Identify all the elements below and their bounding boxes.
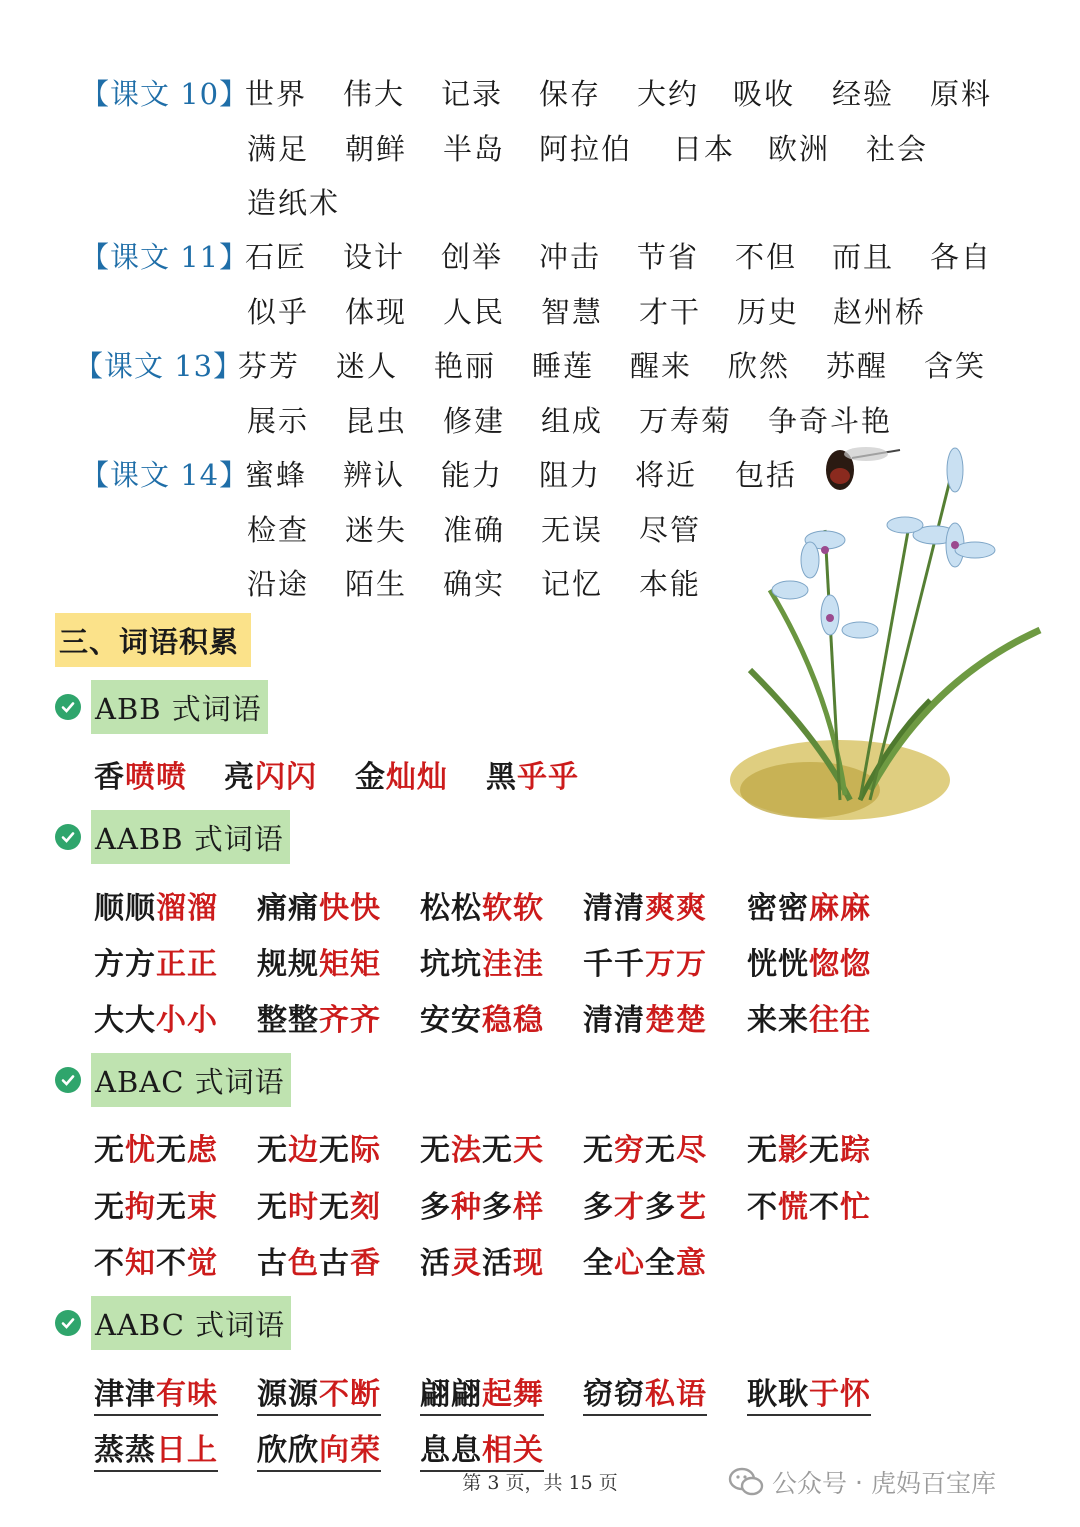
vocab-word: 世界 xyxy=(245,77,308,111)
bee-illustration xyxy=(818,436,902,496)
vocab-word: 含笑 xyxy=(924,349,987,383)
term: 松松软软 xyxy=(420,891,544,926)
vocab-word: 无误 xyxy=(541,513,604,547)
group-header xyxy=(55,1296,291,1350)
vocab-word: 不但 xyxy=(735,240,798,274)
vocab-word: 半岛 xyxy=(443,132,506,166)
term: 无边无际 xyxy=(257,1133,381,1168)
vocab-word: 社会 xyxy=(866,132,929,166)
term: 欣欣向荣 xyxy=(257,1425,381,1472)
group-header xyxy=(55,1053,291,1107)
term: 息息相关 xyxy=(420,1425,544,1472)
term: 多种多样 xyxy=(420,1190,544,1225)
check-circle-icon xyxy=(55,824,81,850)
lesson-label: 【课文 10】 xyxy=(80,77,250,111)
term: 安安稳稳 xyxy=(420,1003,544,1038)
vocab-word: 迷人 xyxy=(336,349,399,383)
vocab-word: 沿途 xyxy=(247,567,310,601)
group-title: AABB 式词语 xyxy=(91,810,290,864)
vocab-word: 尽管 xyxy=(639,513,702,547)
term: 无法无天 xyxy=(420,1133,544,1168)
vocab-word: 欧洲 xyxy=(768,132,831,166)
vocab-word: 艳丽 xyxy=(434,349,497,383)
vocab-word: 体现 xyxy=(345,295,408,329)
vocab-word: 赵州桥 xyxy=(833,295,927,329)
term: 蒸蒸日上 xyxy=(94,1425,218,1472)
term: 全心全意 xyxy=(583,1246,707,1281)
vocab-word: 伟大 xyxy=(343,77,406,111)
vocab-word: 而且 xyxy=(832,240,895,274)
vocab-word: 似乎 xyxy=(247,295,310,329)
vocab-word: 阿拉伯 xyxy=(539,132,633,166)
vocab-word: 阻力 xyxy=(539,458,602,492)
vocab-word: 满足 xyxy=(247,132,310,166)
term: 整整齐齐 xyxy=(257,1003,381,1038)
vocab-word: 万寿菊 xyxy=(639,404,733,438)
term: 活灵活现 xyxy=(420,1246,544,1281)
term: 坑坑洼洼 xyxy=(420,947,544,982)
vocab-word: 吸收 xyxy=(733,77,796,111)
watermark-source: 公众号 xyxy=(772,1469,848,1498)
vocab-word: 检查 xyxy=(247,513,310,547)
term: 源源不断 xyxy=(257,1369,381,1416)
term: 无拘无束 xyxy=(94,1190,218,1225)
vocab-word: 记忆 xyxy=(541,567,604,601)
group-header xyxy=(55,680,268,734)
term: 顺顺溜溜 xyxy=(94,891,218,926)
vocab-word: 欣然 xyxy=(728,349,791,383)
vocab-word: 辨认 xyxy=(343,458,406,492)
term: 恍恍惚惚 xyxy=(747,947,871,982)
term: 金灿灿 xyxy=(355,760,448,795)
term: 津津有味 xyxy=(94,1369,218,1416)
term: 不慌不忙 xyxy=(747,1190,871,1225)
term: 规规矩矩 xyxy=(257,947,381,982)
vocab-word: 睡莲 xyxy=(532,349,595,383)
group-title: AABC 式词语 xyxy=(91,1296,291,1350)
term: 痛痛快快 xyxy=(257,891,381,926)
vocab-word: 准确 xyxy=(443,513,506,547)
vocab-word: 冲击 xyxy=(539,240,602,274)
vocab-word: 包括 xyxy=(735,458,798,492)
term: 无穷无尽 xyxy=(583,1133,707,1168)
vocab-word: 本能 xyxy=(639,567,702,601)
vocab-word: 朝鲜 xyxy=(345,132,408,166)
vocab-word: 确实 xyxy=(443,567,506,601)
term: 不知不觉 xyxy=(94,1246,218,1281)
vocab-word: 迷失 xyxy=(345,513,408,547)
vocab-word: 组成 xyxy=(541,404,604,438)
vocab-word: 原料 xyxy=(930,77,993,111)
check-circle-icon xyxy=(55,1067,81,1093)
lesson-label: 【课文 11】 xyxy=(80,240,250,274)
vocab-word: 芬芳 xyxy=(238,349,301,383)
vocab-word: 陌生 xyxy=(345,567,408,601)
page-number: 第 3 页，共 15 页 xyxy=(462,1472,618,1494)
term: 清清爽爽 xyxy=(583,891,707,926)
vocab-word: 创举 xyxy=(441,240,504,274)
watermark-name: 虎妈百宝库 xyxy=(870,1469,996,1498)
vocab-word: 造纸术 xyxy=(247,186,341,220)
vocab-word: 保存 xyxy=(539,77,602,111)
vocab-word: 才干 xyxy=(639,295,702,329)
check-circle-icon xyxy=(55,694,81,720)
vocab-word: 蜜蜂 xyxy=(245,458,308,492)
vocab-word: 能力 xyxy=(441,458,504,492)
term: 翩翩起舞 xyxy=(420,1369,544,1416)
vocab-word: 日本 xyxy=(673,132,736,166)
group-title: ABAC 式词语 xyxy=(91,1053,291,1107)
term: 古色古香 xyxy=(257,1246,381,1281)
term: 多才多艺 xyxy=(583,1190,707,1225)
wechat-icon xyxy=(728,1467,764,1497)
vocab-word: 节省 xyxy=(637,240,700,274)
vocab-word: 记录 xyxy=(441,77,504,111)
term: 耿耿于怀 xyxy=(747,1369,871,1416)
watermark-separator: · xyxy=(855,1467,863,1497)
orchid-illustration xyxy=(730,440,1060,820)
vocab-word: 醒来 xyxy=(630,349,693,383)
term: 无影无踪 xyxy=(747,1133,871,1168)
lesson-label: 【课文 13】 xyxy=(74,349,244,383)
vocab-word: 历史 xyxy=(737,295,800,329)
group-header xyxy=(55,810,290,864)
vocab-word: 将近 xyxy=(635,458,698,492)
vocab-word: 苏醒 xyxy=(826,349,889,383)
term: 窃窃私语 xyxy=(583,1369,707,1416)
term: 亮闪闪 xyxy=(224,760,317,795)
watermark xyxy=(728,1464,996,1500)
vocab-word: 展示 xyxy=(247,404,310,438)
term: 黑乎乎 xyxy=(486,760,579,795)
vocab-word: 人民 xyxy=(443,295,506,329)
vocab-word: 大约 xyxy=(637,77,700,111)
check-circle-icon xyxy=(55,1310,81,1336)
term: 方方正正 xyxy=(94,947,218,982)
term: 大大小小 xyxy=(94,1003,218,1038)
vocab-word: 昆虫 xyxy=(345,404,408,438)
vocab-word: 争奇斗艳 xyxy=(768,404,893,438)
lesson-label: 【课文 14】 xyxy=(80,458,250,492)
term: 密密麻麻 xyxy=(747,891,871,926)
vocab-word: 设计 xyxy=(343,240,406,274)
vocab-word: 修建 xyxy=(443,404,506,438)
term: 来来往往 xyxy=(747,1003,871,1038)
vocab-word: 经验 xyxy=(832,77,895,111)
term: 香喷喷 xyxy=(94,760,187,795)
vocab-word: 智慧 xyxy=(541,295,604,329)
term: 清清楚楚 xyxy=(583,1003,707,1038)
group-title: ABB 式词语 xyxy=(91,680,268,734)
vocab-word: 石匠 xyxy=(245,240,308,274)
section-title: 三、词语积累 xyxy=(55,613,251,667)
vocab-word: 各自 xyxy=(930,240,993,274)
term: 无时无刻 xyxy=(257,1190,381,1225)
term: 无忧无虑 xyxy=(94,1133,218,1168)
term: 千千万万 xyxy=(583,947,707,982)
